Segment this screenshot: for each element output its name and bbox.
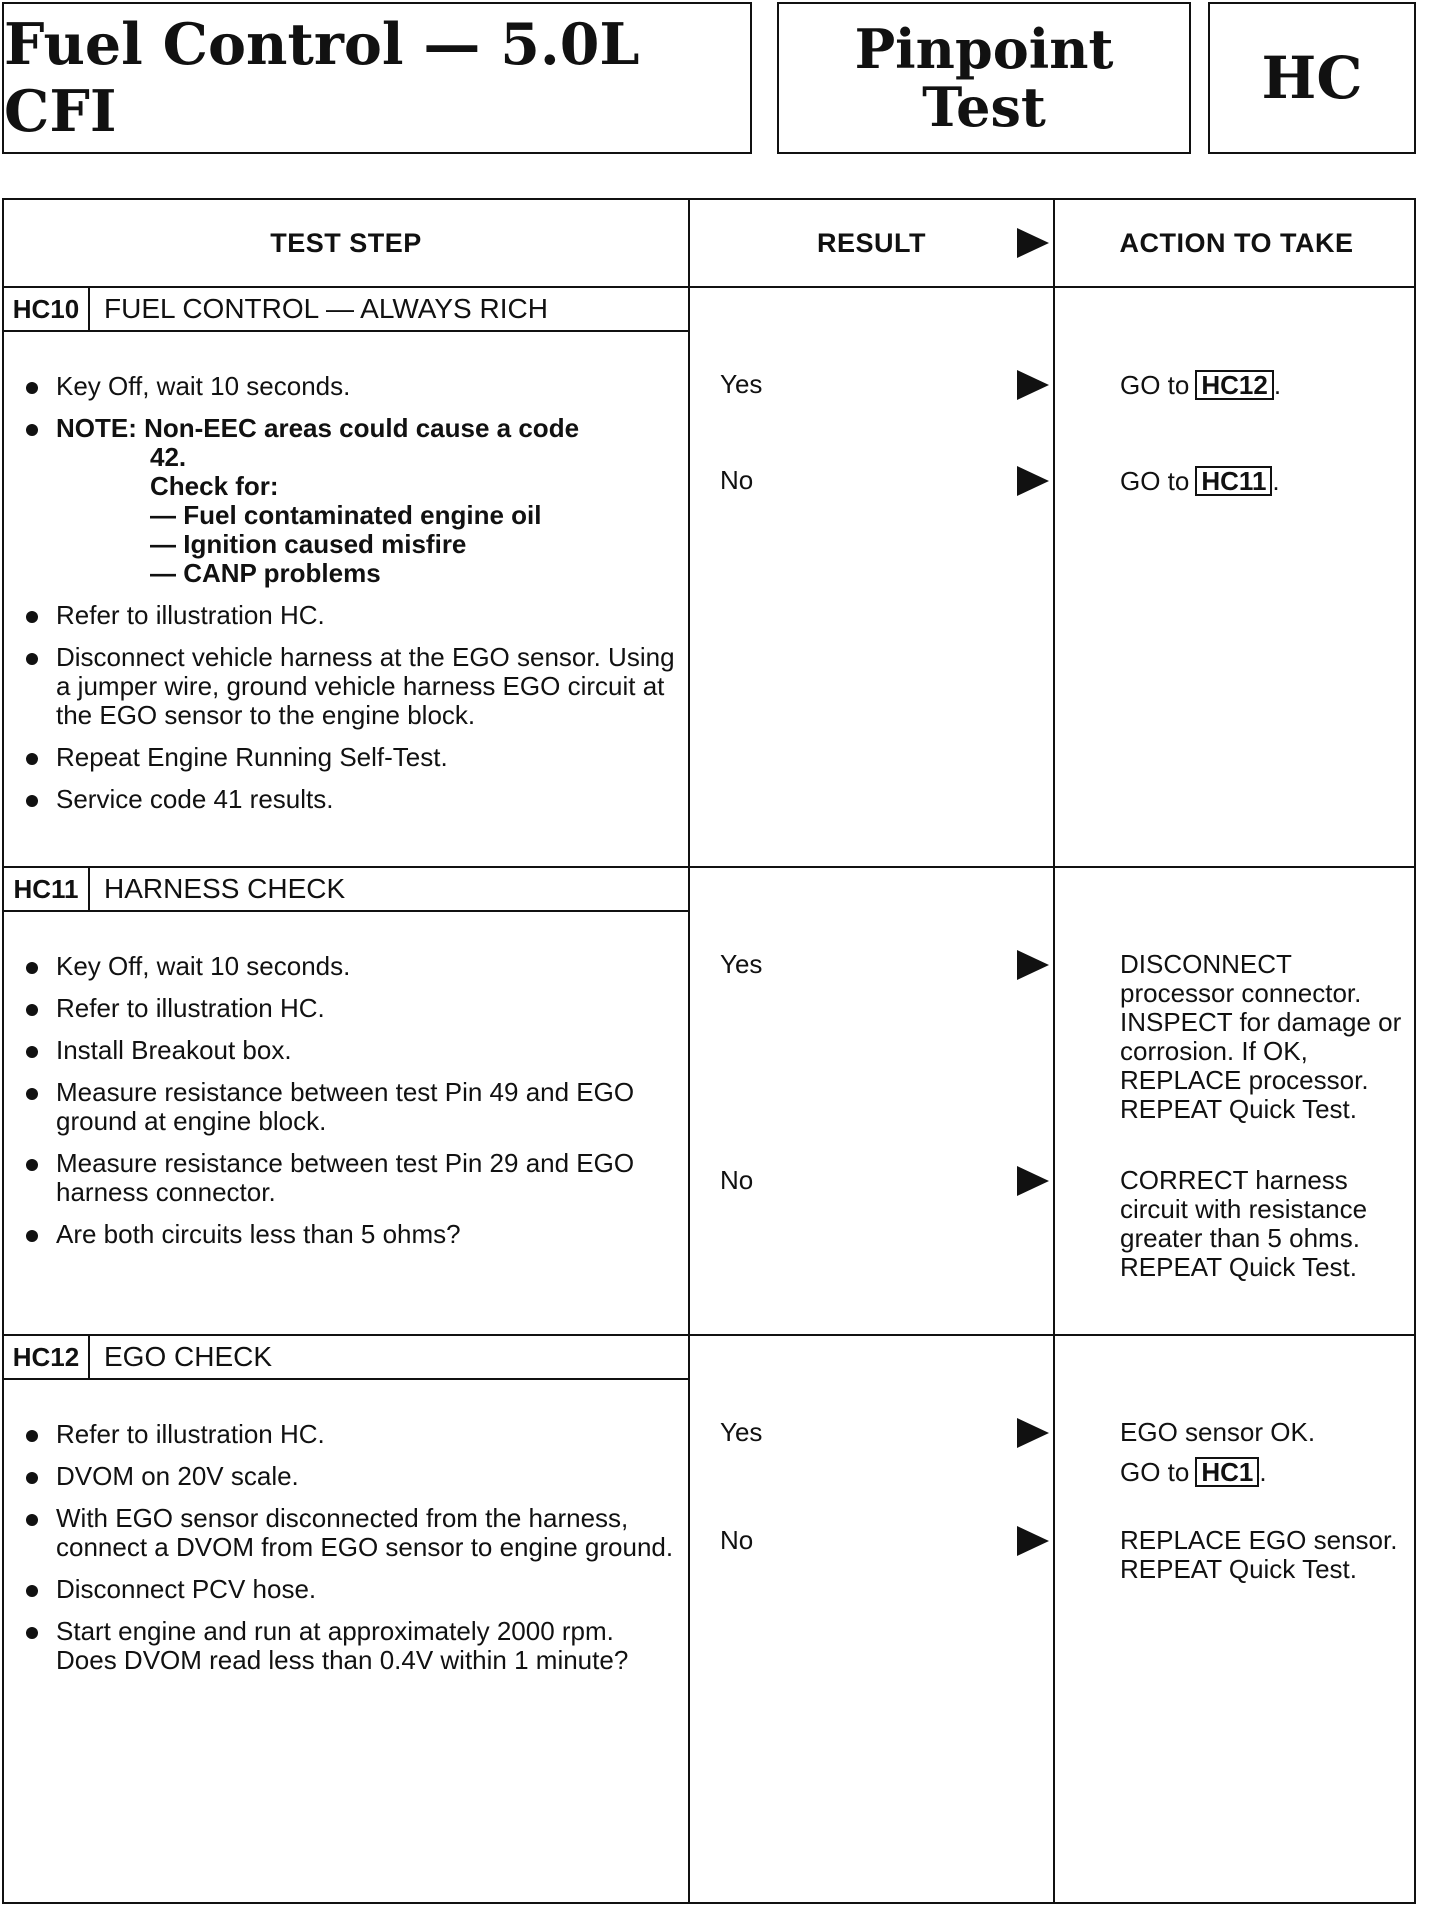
step-code: HC10	[4, 288, 90, 330]
result-no: No	[720, 465, 754, 495]
list-item: With EGO sensor disconnected from the harness, connect a DVOM from EGO sensor to engine ground.	[26, 1504, 676, 1562]
go-to-label: GO to	[1120, 466, 1190, 496]
period: .	[1259, 1457, 1267, 1487]
pinpoint-line2: Test	[922, 75, 1046, 139]
pinpoint-table	[2, 198, 1416, 1904]
step-reference-link[interactable]: HC1	[1195, 1457, 1259, 1487]
period: .	[1272, 466, 1280, 496]
step-list-hc10	[26, 372, 676, 827]
action-no: REPLACE EGO sensor. REPEAT Quick Test.	[1120, 1525, 1398, 1584]
action-yes: DISCONNECT processor connector. INSPECT for damage or corrosion. If OK, REPLACE processor. REPEAT Quick Test.	[1120, 949, 1402, 1124]
list-item: Measure resistance between test Pin 49 and EGO ground at engine block.	[26, 1078, 676, 1136]
action-yes	[1120, 1418, 1410, 1487]
column-header-result-label: RESULT	[817, 227, 926, 258]
arrow-right-icon	[1017, 1418, 1049, 1448]
note-line: — CANP problems	[150, 558, 381, 588]
action-no	[1120, 466, 1410, 496]
arrow-right-icon	[1017, 466, 1049, 496]
step-reference-link[interactable]: HC11	[1195, 466, 1272, 496]
result-yes: Yes	[720, 369, 763, 399]
action-yes	[1120, 370, 1410, 400]
note-line: — Ignition caused misfire	[150, 529, 467, 559]
result-yes: Yes	[720, 949, 763, 979]
pinpoint-test-label	[777, 2, 1191, 154]
step-header-hc11	[4, 868, 688, 912]
go-to-label: GO to	[1120, 1457, 1190, 1487]
note-line: Check for:	[150, 471, 279, 501]
step-header-hc10	[4, 288, 688, 332]
list-item: Refer to illustration HC.	[26, 601, 676, 630]
step-code: HC12	[4, 1336, 90, 1378]
list-item: Key Off, wait 10 seconds.	[26, 952, 676, 981]
note-line: NOTE: Non-EEC areas could cause a code	[56, 413, 580, 443]
result-no: No	[720, 1525, 754, 1555]
column-divider-1	[688, 200, 690, 1902]
arrow-right-icon	[1017, 1526, 1049, 1556]
action-text: EGO sensor OK.	[1120, 1417, 1316, 1447]
list-item: Key Off, wait 10 seconds.	[26, 372, 676, 401]
step-code: HC11	[4, 868, 90, 910]
pinpoint-line1: Pinpoint	[854, 17, 1114, 81]
list-item: Refer to illustration HC.	[26, 1420, 676, 1449]
column-header-test-step: TEST STEP	[270, 227, 422, 258]
step-header-hc12	[4, 1336, 688, 1380]
step-title: FUEL CONTROL — ALWAYS RICH	[104, 293, 548, 324]
list-item: Refer to illustration HC.	[26, 994, 676, 1023]
arrow-right-icon	[1017, 950, 1049, 980]
column-header-action: ACTION TO TAKE	[1119, 227, 1354, 258]
step-list-hc11	[26, 952, 676, 1262]
result-yes: Yes	[720, 1417, 763, 1447]
step-list-hc12	[26, 1420, 676, 1688]
step-title: HARNESS CHECK	[104, 873, 346, 904]
go-to-label: GO to	[1120, 370, 1190, 400]
page-title: Fuel Control — 5.0L CFI	[2, 2, 752, 154]
section-code: HC	[1208, 2, 1416, 154]
list-item: Install Breakout box.	[26, 1036, 676, 1065]
list-item: Start engine and run at approximately 2000 rpm. Does DVOM read less than 0.4V within 1 minute?	[26, 1617, 676, 1675]
list-item: Service code 41 results.	[26, 785, 676, 814]
note-line: 42.	[150, 442, 187, 472]
note-item	[26, 414, 676, 588]
column-divider-2	[1053, 200, 1055, 1902]
list-item: Are both circuits less than 5 ohms?	[26, 1220, 676, 1249]
column-header-result	[690, 200, 1053, 286]
arrow-right-icon	[1017, 1166, 1049, 1196]
period: .	[1273, 370, 1282, 400]
action-goto	[1120, 1457, 1410, 1487]
action-no: CORRECT harness circuit with resistance greater than 5 ohms. REPEAT Quick Test.	[1120, 1165, 1368, 1282]
list-item: DVOM on 20V scale.	[26, 1462, 676, 1491]
list-item: Measure resistance between test Pin 29 and EGO harness connector.	[26, 1149, 676, 1207]
list-item: Disconnect PCV hose.	[26, 1575, 676, 1604]
step-reference-link[interactable]: HC12	[1195, 370, 1273, 400]
note-line: — Fuel contaminated engine oil	[150, 500, 542, 530]
list-item: Repeat Engine Running Self-Test.	[26, 743, 676, 772]
arrow-right-icon	[1017, 228, 1049, 258]
step-title: EGO CHECK	[104, 1341, 273, 1372]
result-no: No	[720, 1165, 754, 1195]
arrow-right-icon	[1017, 370, 1049, 400]
list-item: Disconnect vehicle harness at the EGO sensor. Using a jumper wire, ground vehicle harness EGO circuit at the EGO sensor to the engine block.	[26, 643, 676, 730]
